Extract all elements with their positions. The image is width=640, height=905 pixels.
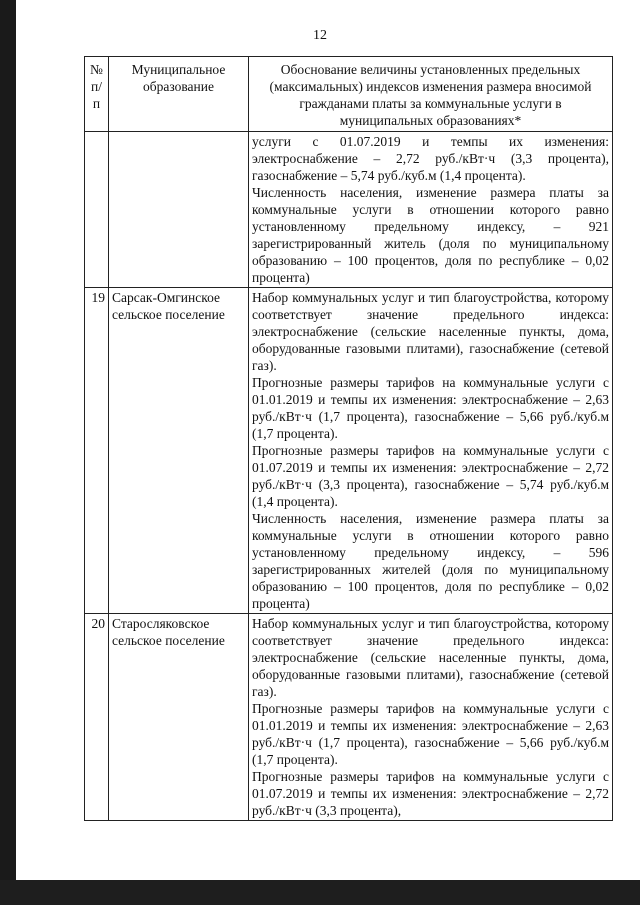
justification-paragraph: Прогнозные размеры тарифов на коммунальные услуги с 01.07.2019 и темпы их изменения: электроснабжение – 2,72 руб./кВт·ч (3,3 процента), [252,769,609,818]
row-justification [249,132,613,288]
municipal-index-table [84,56,613,821]
row-number: 19 [85,288,109,614]
justification-paragraph: Численность населения, изменение размера платы за коммунальные услуги в отношении которого равно установленному предельному индексу, – 596 зарегистрированных жителей (доля по муниципальному образованию – 100 процентов, доля по республике – 0,02 процента) [252,511,609,611]
row-number [85,132,109,288]
header-number: № п/п [85,57,109,132]
row-justification [249,614,613,821]
justification-paragraph: Прогнозные размеры тарифов на коммунальные услуги с 01.01.2019 и темпы их изменения: электроснабжение – 2,63 руб./кВт·ч (1,7 процента), газоснабжение – 5,66 руб./куб.м (1,7 процента). [252,701,609,767]
justification-paragraph: Прогнозные размеры тарифов на коммунальные услуги с 01.07.2019 и темпы их изменения: электроснабжение – 2,72 руб./кВт·ч (3,3 процента), газоснабжение – 5,74 руб./куб.м (1,4 процента). [252,443,609,509]
justification-paragraph: Численность населения, изменение размера платы за коммунальные услуги в отношении которого равно установленному предельному индексу, – 921 зарегистрированный житель (доля по муниципальному образованию – 100 процентов, доля по республике – 0,02 процента) [252,185,609,285]
justification-paragraph: Набор коммунальных услуг и тип благоустройства, которому соответствует значение предельного индекса: электроснабжение (сельские населенные пункты, дома, оборудованные газовыми плитами), газоснабжение (сетевой газ). [252,616,609,699]
header-municipality: Муниципальное образование [109,57,249,132]
justification-paragraph: услуги с 01.07.2019 и темпы их изменения: электроснабжение – 2,72 руб./кВт·ч (3,3 процента), газоснабжение – 5,74 руб./куб.м (1,4 процента). [252,134,609,183]
table-row [85,614,613,821]
table-header-row [85,57,613,132]
row-municipality [109,132,249,288]
row-justification [249,288,613,614]
row-municipality: Старосляковское сельское поселение [109,614,249,821]
scan-bottom-edge [0,880,640,905]
header-justification: Обоснование величины установленных предельных (максимальных) индексов изменения размера вносимой гражданами платы за коммунальные услуги в муниципальных образованиях* [249,57,613,132]
table-row [85,288,613,614]
row-number: 20 [85,614,109,821]
table-row [85,132,613,288]
page-number: 12 [313,28,327,43]
justification-paragraph: Прогнозные размеры тарифов на коммунальные услуги с 01.01.2019 и темпы их изменения: электроснабжение – 2,63 руб./кВт·ч (1,7 процента), газоснабжение – 5,66 руб./куб.м (1,7 процента). [252,375,609,441]
scan-left-edge [0,0,16,905]
justification-paragraph: Набор коммунальных услуг и тип благоустройства, которому соответствует значение предельного индекса: электроснабжение (сельские населенные пункты, дома, оборудованные газовыми плитами), газоснабжение (сетевой газ). [252,290,609,373]
row-municipality: Сарсак-Омгинское сельское поселение [109,288,249,614]
